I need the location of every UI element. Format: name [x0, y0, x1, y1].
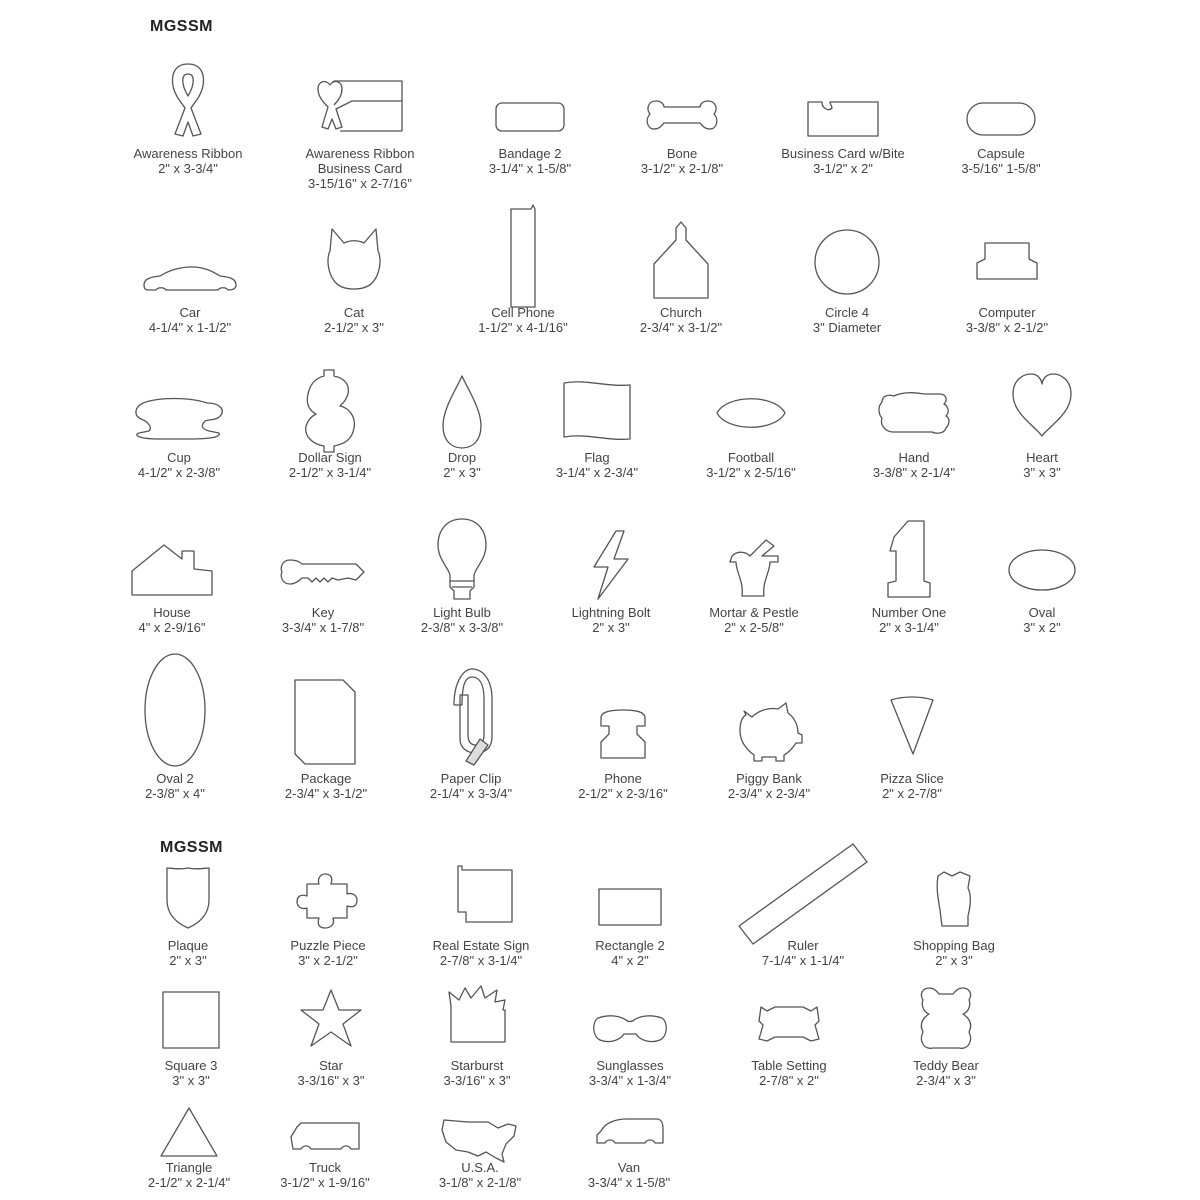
phone-shape-icon — [595, 708, 651, 762]
table-setting-shape-icon — [753, 1001, 825, 1047]
shape-name-line-2: Business Card — [317, 161, 403, 176]
drop-shape-icon — [437, 372, 487, 452]
piggy-shape-icon — [734, 697, 804, 763]
shape-size: 2-1/2" x 3" — [324, 320, 384, 335]
dollar-shape-icon — [300, 366, 360, 454]
bolt-shape-icon — [586, 527, 636, 603]
pizza-shape-icon — [887, 692, 937, 758]
shape-size: 2" x 3" — [592, 620, 630, 635]
shape-name: Football — [727, 450, 775, 465]
shape-size: 3-1/2" x 2-1/8" — [640, 161, 724, 176]
mortar-shape-icon — [726, 530, 782, 600]
shape-size: 2-3/8" x 3-3/8" — [420, 620, 504, 635]
shape-size: 3-3/16" x 3" — [443, 1073, 511, 1088]
starburst-shape-icon — [441, 982, 513, 1048]
shape-label — [932, 450, 1152, 480]
usa-shape-icon — [438, 1114, 522, 1166]
shape-name: Key — [311, 605, 335, 620]
shape-name: Plaque — [167, 938, 209, 953]
car-shape-icon — [140, 263, 240, 293]
shape-name: Shopping Bag — [913, 938, 995, 953]
shape-size: 4" x 2" — [611, 953, 649, 968]
shape-name: Starburst — [450, 1058, 504, 1073]
real-estate-shape-icon — [446, 862, 516, 928]
shape-size: 2-1/2" x 2-3/16" — [578, 786, 668, 801]
shape-name: Dollar Sign — [298, 450, 362, 465]
triangle-shape-icon — [157, 1104, 221, 1160]
oval2-shape-icon — [140, 650, 210, 770]
shape-label — [891, 146, 1111, 176]
shape-size: 3-3/8" x 2-1/4" — [872, 465, 956, 480]
shape-size: 4-1/4" x 1-1/2" — [148, 320, 232, 335]
church-shape-icon — [650, 218, 712, 302]
hand-shape-icon — [874, 386, 954, 440]
shape-name: Square 3 — [164, 1058, 218, 1073]
star-shape-icon — [297, 986, 365, 1050]
shape-name: Lightning Bolt — [571, 605, 651, 620]
flag-shape-icon — [558, 377, 636, 443]
shape-size: 3" x 3" — [172, 1073, 210, 1088]
shape-name: Triangle — [165, 1160, 213, 1175]
cell-phone-shape-icon — [505, 203, 541, 313]
shape-size: 3-1/8" x 2-1/8" — [438, 1175, 522, 1190]
shape-size: 3-3/8" x 2-1/2" — [965, 320, 1049, 335]
shape-size: 3-3/16" x 3" — [297, 1073, 365, 1088]
shape-name: Van — [617, 1160, 641, 1175]
cup-shape-icon — [129, 393, 229, 443]
shape-name: Car — [179, 305, 201, 320]
football-shape-icon — [711, 388, 791, 438]
truck-shape-icon — [287, 1115, 363, 1155]
shape-name: Teddy Bear — [913, 1058, 979, 1073]
shape-size: 2-7/8" x 2" — [759, 1073, 819, 1088]
shape-name: Cup — [167, 450, 191, 465]
shape-name: Flag — [584, 450, 610, 465]
shape-size: 2-3/4" x 2-3/4" — [727, 786, 811, 801]
shape-name: Bone — [666, 146, 698, 161]
shape-size: 2" x 2-7/8" — [882, 786, 942, 801]
bandage-shape-icon — [492, 99, 568, 135]
shape-name: Piggy Bank — [736, 771, 802, 786]
shape-name: Phone — [604, 771, 642, 786]
shape-name: Table Setting — [751, 1058, 827, 1073]
circle-shape-icon — [812, 227, 882, 297]
van-shape-icon — [591, 1113, 667, 1153]
shape-size: 2" x 3" — [169, 953, 207, 968]
shape-label — [519, 1160, 739, 1190]
ruler-shape-icon — [735, 840, 871, 950]
shape-name: Cat — [343, 305, 365, 320]
shape-name: Package — [300, 771, 352, 786]
ribbon-card-shape-icon — [312, 75, 408, 135]
shape-name: Drop — [447, 450, 477, 465]
shape-name: Heart — [1026, 450, 1058, 465]
shape-name: Sunglasses — [596, 1058, 664, 1073]
shape-label — [897, 305, 1117, 335]
shape-name: Capsule — [977, 146, 1025, 161]
shape-size: 3" Diameter — [812, 320, 882, 335]
shape-size: 2-3/8" x 4" — [145, 786, 205, 801]
shape-name: House — [153, 605, 191, 620]
shape-size: 4" x 2-9/16" — [138, 620, 206, 635]
shape-size: 1-1/2" x 4-1/16" — [478, 320, 568, 335]
shape-name: Hand — [898, 450, 930, 465]
shape-name: Paper Clip — [440, 771, 502, 786]
shape-label — [802, 771, 1022, 801]
shape-size: 2-1/2" x 2-1/4" — [147, 1175, 231, 1190]
shape-size: 3-15/16" x 2-7/16" — [308, 176, 412, 191]
shape-name: Circle 4 — [824, 305, 870, 320]
shape-size: 3-1/2" x 2-5/16" — [706, 465, 796, 480]
puzzle-shape-icon — [293, 870, 363, 930]
ribbon-shape-icon — [163, 60, 213, 140]
shape-name: Business Card w/Bite — [781, 146, 905, 161]
shape-size: 3" x 3" — [1023, 465, 1061, 480]
shape-size: 2-1/2" x 3-1/4" — [288, 465, 372, 480]
shape-size: 7-1/4" x 1-1/4" — [761, 953, 845, 968]
shape-name: Puzzle Piece — [290, 938, 366, 953]
shape-name: Number One — [871, 605, 947, 620]
shape-name: Bandage 2 — [498, 146, 562, 161]
number-one-shape-icon — [884, 515, 934, 601]
rectangle-shape-icon — [595, 885, 665, 929]
shape-name: Oval — [1028, 605, 1056, 620]
shape-name: Church — [660, 305, 702, 320]
shape-size: 3-3/4" x 1-5/8" — [587, 1175, 671, 1190]
shape-size: 2-3/4" x 3" — [916, 1073, 976, 1088]
shape-name: Pizza Slice — [880, 771, 944, 786]
shape-name: Light Bulb — [433, 605, 491, 620]
shape-size: 3-3/4" x 1-7/8" — [281, 620, 365, 635]
cat-shape-icon — [324, 223, 384, 293]
shape-name: Ruler — [787, 938, 819, 953]
shape-name: Awareness Ribbon — [133, 146, 243, 161]
house-shape-icon — [128, 541, 216, 599]
plaque-shape-icon — [163, 864, 213, 932]
section-heading-1: MGSSM — [150, 18, 213, 35]
shape-size: 2-3/4" x 3-1/2" — [284, 786, 368, 801]
shape-size: 3-5/16" 1-5/8" — [961, 161, 1041, 176]
shape-size: 2-3/4" x 3-1/2" — [639, 320, 723, 335]
oval-shape-icon — [1005, 546, 1079, 594]
shape-size: 3-1/4" x 2-3/4" — [555, 465, 639, 480]
shape-name: Real Estate Sign — [432, 938, 530, 953]
shape-label — [844, 938, 1064, 968]
shape-name: Rectangle 2 — [595, 938, 665, 953]
shape-size: 2" x 3-3/4" — [158, 161, 218, 176]
shape-size: 4-1/2" x 2-3/8" — [137, 465, 221, 480]
bulb-shape-icon — [432, 515, 492, 605]
shape-name: Truck — [308, 1160, 342, 1175]
shape-label — [836, 1058, 1056, 1088]
shape-name: Mortar & Pestle — [709, 605, 799, 620]
shape-name: Cell Phone — [491, 305, 555, 320]
shape-size: 3-3/4" x 1-3/4" — [588, 1073, 672, 1088]
sunglasses-shape-icon — [590, 1008, 670, 1048]
shape-size: 3" x 2-1/2" — [298, 953, 358, 968]
shape-name: U.S.A. — [461, 1160, 499, 1175]
shape-size: 3-1/4" x 1-5/8" — [488, 161, 572, 176]
shape-size: 2" x 3-1/4" — [879, 620, 939, 635]
shape-size: 2" x 3" — [443, 465, 481, 480]
capsule-shape-icon — [964, 100, 1038, 138]
shape-label — [932, 605, 1152, 635]
shape-size: 2" x 3" — [935, 953, 973, 968]
shape-name: Oval 2 — [156, 771, 194, 786]
shape-size: 2" x 2-5/8" — [724, 620, 784, 635]
heart-shape-icon — [1007, 370, 1077, 440]
teddy-shape-icon — [915, 984, 977, 1056]
paper-clip-shape-icon — [444, 665, 498, 775]
shape-name: Computer — [978, 305, 1036, 320]
shape-name: Star — [319, 1058, 343, 1073]
section-heading-2: MGSSM — [160, 839, 223, 856]
shape-size: 3-1/2" x 2" — [813, 161, 873, 176]
square-shape-icon — [159, 988, 223, 1052]
key-shape-icon — [278, 550, 368, 594]
shape-size: 3-1/2" x 1-9/16" — [280, 1175, 370, 1190]
computer-shape-icon — [971, 239, 1043, 285]
shape-size: 2-1/4" x 3-3/4" — [429, 786, 513, 801]
shopping-bag-shape-icon — [932, 868, 976, 932]
shape-name: Awareness Ribbon — [305, 146, 415, 161]
package-shape-icon — [291, 676, 361, 768]
bone-shape-icon — [642, 90, 722, 140]
shape-size: 3" x 2" — [1023, 620, 1061, 635]
card-bite-shape-icon — [804, 96, 882, 140]
shape-size: 2-7/8" x 3-1/4" — [439, 953, 523, 968]
